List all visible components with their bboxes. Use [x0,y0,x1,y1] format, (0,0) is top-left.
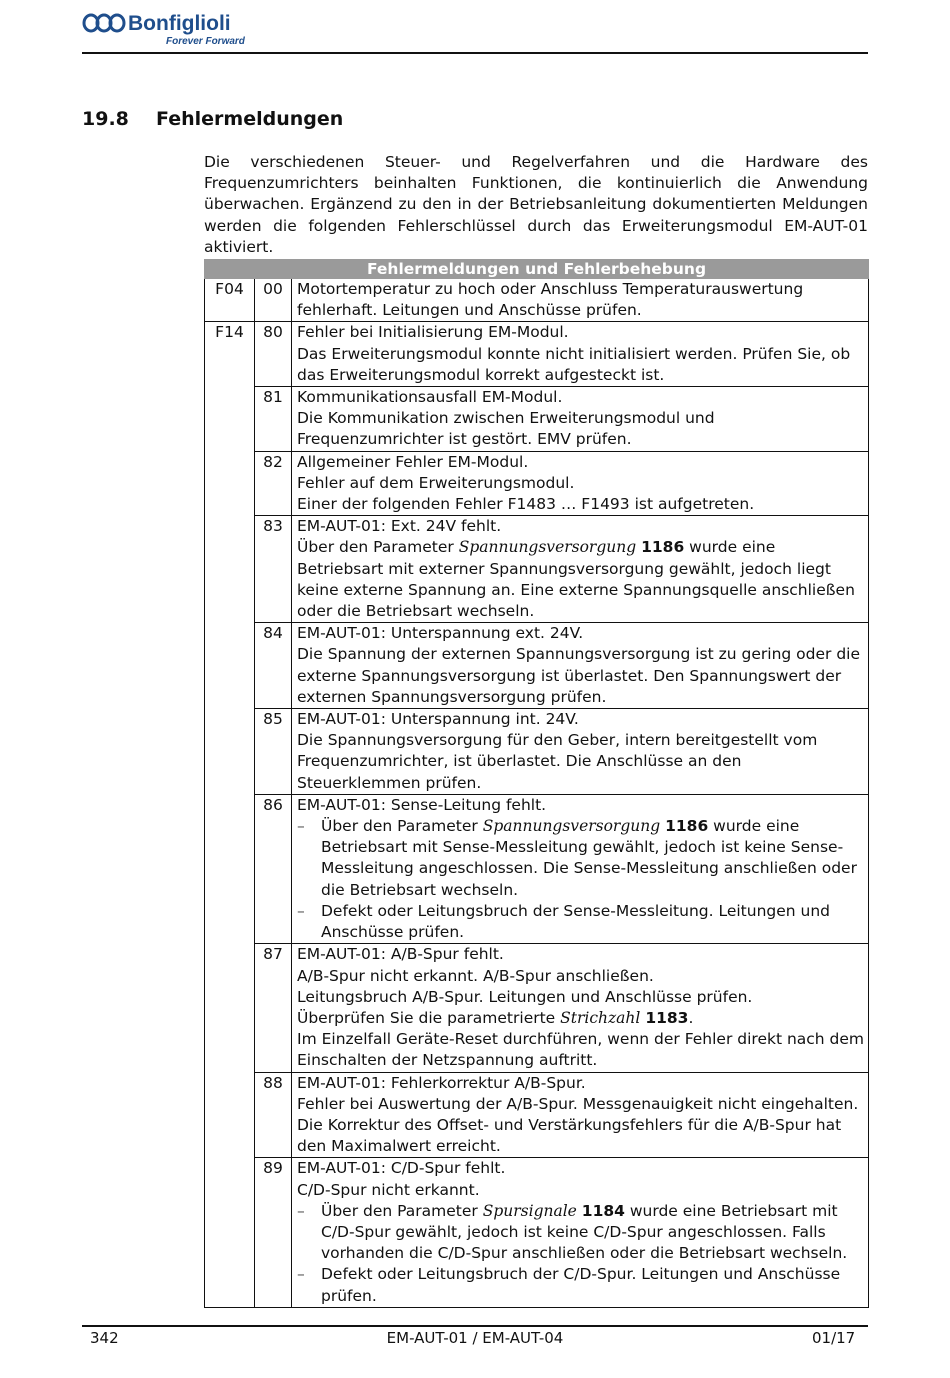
error-code: 85 [255,709,292,795]
parameter-name: Spannungsversorgung [458,538,637,557]
table-row [205,709,869,795]
error-group [205,516,255,623]
error-group: F04 [205,279,255,322]
table-row [205,322,869,387]
error-table [204,259,869,1308]
bullet-item [297,1264,864,1306]
description-line: Leitungsbruch A/B-Spur. Leitungen und Anschlüsse prüfen. [297,987,753,1006]
error-description [292,322,869,387]
description-title: EM-AUT-01: A/B-Spur fehlt. [297,945,504,964]
error-description [292,1158,869,1307]
error-code: 84 [255,623,292,709]
error-description [292,794,869,943]
bullet-item [297,816,864,901]
error-description [292,1072,869,1158]
error-group [205,1158,255,1307]
document-title: EM-AUT-01 / EM-AUT-04 [386,1329,564,1347]
brand-logo [82,10,282,48]
error-group [205,451,255,516]
bullet-text [321,816,864,901]
error-description [292,709,869,795]
bullet-text: Defekt oder Leitungsbruch der C/D-Spur. Leitungen und Anschüsse prüfen. [321,1265,841,1305]
description-line: Das Erweiterungsmodul konnte nicht initialisiert werden. Prüfen Sie, ob das Erweiterungsmodul korrekt aufgesteckt ist. [297,344,851,384]
description-line: Die Spannungsversorgung für den Geber, intern bereitgestellt vom Frequenzumrichter, ist überlastet. Die Anschlüsse an den Steuerklemmen prüfen. [297,731,818,792]
description-line: Die Spannung der externen Spannungsversorgung ist zu gering oder die externe Spannungsversorgung ist überlastet. Den Spannungswert der externen Spannungsversorgung prüfen. [297,645,861,706]
table-row [205,516,869,623]
table-row [205,279,869,322]
section-title: Fehlermeldungen [156,108,344,130]
brand-name: Bonfiglioli [128,12,231,35]
dash-bullet-icon: – [297,901,305,920]
description-line: Fehler bei Auswertung der A/B-Spur. Messgenauigkeit nicht eingehalten. [297,1094,859,1113]
text-part: wurde eine Betriebsart mit Sense-Messleitung gewählt, jedoch ist keine Sense-Messleitung angeschlossen. Die Sense-Messleitung anschließen oder die Betriebsart wechseln. [321,817,857,899]
table-row [205,1072,869,1158]
error-group [205,387,255,452]
description-line: A/B-Spur nicht erkannt. A/B-Spur anschließen. [297,966,654,985]
description-title: Allgemeiner Fehler EM-Modul. [297,452,529,471]
description-title: EM-AUT-01: Ext. 24V fehlt. [297,517,502,536]
bonfiglioli-logo-icon [82,10,282,48]
page-number: 342 [90,1329,119,1347]
bullet-text [321,1201,864,1265]
error-group [205,1072,255,1158]
footer-divider [82,1325,868,1327]
error-code: 87 [255,944,292,1072]
dash-bullet-icon: – [297,1265,305,1284]
description-title: Kommunikationsausfall EM-Modul. [297,388,563,407]
description-line: Die Korrektur des Offset- und Verstärkungsfehlers für die A/B-Spur hat den Maximalwert erreicht. [297,1115,842,1156]
text-part: Über den Parameter [321,1201,483,1220]
description-line [297,1008,864,1029]
description-title: EM-AUT-01: C/D-Spur fehlt. [297,1159,506,1178]
error-code: 00 [255,279,292,322]
dash-bullet-icon: – [297,1201,305,1220]
error-description [292,623,869,709]
text-part: . [688,1008,694,1027]
parameter-number: 1186 [665,817,709,836]
table-row [205,1158,869,1307]
table-header-row [205,260,869,279]
text-part: Überprüfen Sie die parametrierte [297,1008,561,1027]
error-code: 83 [255,516,292,623]
table-row [205,387,869,452]
description-title: EM-AUT-01: Fehlerkorrektur A/B-Spur. [297,1073,586,1092]
text-part: Über den Parameter [297,538,459,557]
error-group [205,709,255,795]
parameter-number: 1183 [645,1008,689,1027]
brand-tagline: Forever Forward [166,36,245,47]
error-description [292,451,869,516]
bullet-text: Defekt oder Leitungsbruch der Sense-Messleitung. Leitungen und Anschüsse prüfen. [321,901,831,942]
parameter-name: Strichzahl [560,1008,641,1027]
table-header: Fehlermeldungen und Fehlerbehebung [205,260,869,279]
table-row [205,451,869,516]
error-group [205,794,255,943]
table-row [205,944,869,1072]
error-description [292,516,869,623]
table-row [205,623,869,709]
description-line: Motortemperatur zu hoch oder Anschluss Temperaturauswertung fehlerhaft. Leitungen und Anschüsse prüfen. [297,280,804,320]
description-line: Im Einzelfall Geräte-Reset durchführen, wenn der Fehler direkt nach dem Einschalten der Netzspannung auftritt. [297,1030,865,1070]
error-group: F14 [205,322,255,387]
description-line [297,537,864,622]
text-part: wurde eine Betriebsart mit C/D-Spur gewählt, jedoch ist keine C/D-Spur angeschlossen. Falls vorhanden die C/D-Spur anschließen oder die Betriebsart wechseln. [321,1201,848,1263]
parameter-number: 1186 [641,538,685,557]
parameter-number: 1184 [581,1201,625,1220]
error-description [292,944,869,1072]
description-title: EM-AUT-01: Unterspannung ext. 24V. [297,624,584,643]
description-line: Die Kommunikation zwischen Erweiterungsmodul und Frequenzumrichter ist gestört. EMV prüfen. [297,409,715,449]
bullet-item [297,1201,864,1265]
error-description [292,279,869,322]
bullet-item [297,901,864,943]
text-part: wurde eine Betriebsart mit externer Spannungsversorgung gewählt, jedoch liegt keine externe Spannung an. Eine externe Spannungsquelle anschließen oder die Betriebsart wechseln. [297,538,855,621]
section-number: 19.8 [82,108,129,130]
error-code: 86 [255,794,292,943]
error-group [205,623,255,709]
description-line: Fehler auf dem Erweiterungsmodul. [297,473,575,492]
description-title: EM-AUT-01: Sense-Leitung fehlt. [297,795,547,814]
parameter-name: Spursignale [482,1201,577,1220]
error-code: 80 [255,322,292,387]
description-line: Einer der folgenden Fehler F1483 … F1493 ist aufgetreten. [297,495,755,514]
intro-paragraph: Die verschiedenen Steuer- und Regelverfahren und die Hardware des Frequenzumrichters beinhalten Funktionen, die kontinuierlich die Anwendung überwachen. Ergänzend zu den in der Betriebsanleitung dokumentierten Meldungen werden die folgenden Fehlerschlüssel durch das Erweiterungsmodul EM-AUT-01 aktiviert. [204,153,868,256]
text-part: Über den Parameter [321,817,483,836]
error-group [205,944,255,1072]
error-code: 89 [255,1158,292,1307]
description-title: Fehler bei Initialisierung EM-Modul. [297,323,569,342]
table-row [205,794,869,943]
parameter-name: Spannungsversorgung [482,817,661,836]
document-date: 01/17 [812,1329,856,1347]
error-description [292,387,869,452]
error-code: 81 [255,387,292,452]
header-divider [82,52,868,54]
error-code: 82 [255,451,292,516]
description-line: C/D-Spur nicht erkannt. [297,1180,480,1199]
error-code: 88 [255,1072,292,1158]
dash-bullet-icon: – [297,817,305,836]
description-title: EM-AUT-01: Unterspannung int. 24V. [297,710,579,729]
